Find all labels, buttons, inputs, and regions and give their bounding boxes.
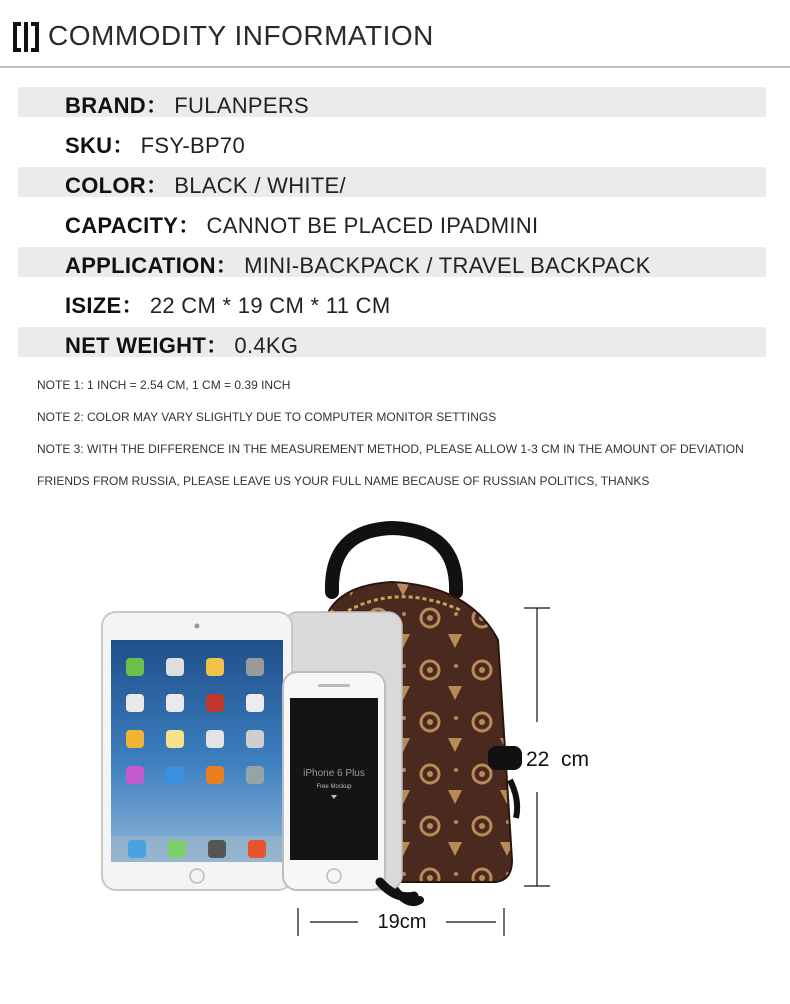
spec-row-net-weight (18, 327, 766, 357)
size-comparison-illustration (0, 500, 790, 1004)
spec-label: SKU (65, 133, 113, 158)
spec-label: CAPACITY (65, 213, 179, 238)
spec-value: FULANPERS (174, 93, 309, 118)
spec-row-size (18, 287, 766, 317)
spec-label: NET WEIGHT (65, 333, 207, 358)
spec-label: BRAND (65, 93, 146, 118)
spec-row-application (18, 247, 766, 277)
spec-label: COLOR (65, 173, 146, 198)
page-title: COMMODITY INFORMATION (48, 20, 434, 51)
spec-value: CANNOT BE PLACED IPADMINI (206, 213, 539, 238)
note-1: NOTE 1: 1 INCH = 2.54 CM, 1 CM = 0.39 INCH (37, 378, 291, 392)
note-2: NOTE 2: COLOR MAY VARY SLIGHTLY DUE TO COMPUTER MONITOR SETTINGS (37, 410, 497, 424)
width-label: 19cm (377, 911, 427, 933)
bracket-icon (13, 22, 39, 52)
note-3: NOTE 3: WITH THE DIFFERENCE IN THE MEASUREMENT METHOD, PLEASE ALLOW 1-3 CM IN THE AMOUNT OF DEVIATION (37, 442, 744, 456)
spec-value: BLACK / WHITE/ (174, 173, 346, 198)
phone-screen-title: iPhone 6 Plus (303, 768, 365, 779)
spec-label: ISIZE (65, 293, 122, 318)
height-dimension (524, 608, 550, 886)
spec-value: MINI-BACKPACK / TRAVEL BACKPACK (244, 253, 651, 278)
spec-separator: ： (112, 133, 135, 158)
spec-separator: ： (145, 93, 169, 118)
spec-separator: ： (178, 213, 201, 238)
spec-value: FSY-BP70 (140, 133, 245, 158)
spec-row-brand (18, 87, 766, 117)
spec-separator: ： (121, 293, 144, 318)
height-label: 22 cm (526, 748, 590, 771)
backpack-side-strap (488, 746, 522, 770)
spec-row-color (18, 167, 766, 197)
spec-label: APPLICATION (65, 253, 216, 278)
spec-value: 22 CM * 19 CM * 11 CM (149, 293, 391, 318)
spec-separator: ： (206, 333, 229, 358)
spec-value: 0.4KG (234, 333, 299, 358)
header (0, 0, 790, 68)
note-russia: FRIENDS FROM RUSSIA, PLEASE LEAVE US YOUR FULL NAME BECAUSE OF RUSSIAN POLITICS, THANKS (37, 474, 650, 488)
iphone-screen (290, 698, 378, 860)
spec-separator: ： (145, 173, 169, 198)
spec-separator: ： (215, 253, 239, 278)
spec-row-capacity (18, 207, 766, 237)
spec-row-sku (18, 127, 766, 157)
phone-screen-subtitle: Free Mockup (316, 784, 352, 790)
